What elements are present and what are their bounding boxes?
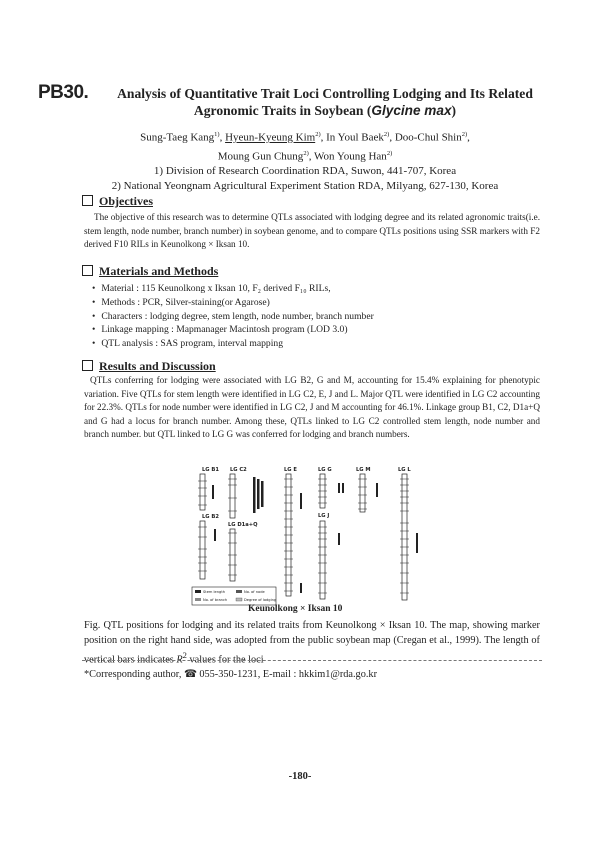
checkbox-icon xyxy=(82,360,93,371)
objectives-heading xyxy=(82,194,153,209)
lg-label: LG E xyxy=(284,467,297,473)
author-name: Sung-Taeg Kang xyxy=(140,131,215,144)
checkbox-icon xyxy=(82,265,93,276)
footnote-divider xyxy=(82,660,542,661)
author-name: In Youl Baek xyxy=(326,131,384,144)
legend-swatch xyxy=(236,598,242,601)
author-line-1: Sung-Taeg Kang$^{1)}$, Hyeun-Kyeung Kim$^{2)}$, In Youl Baek$^{2)}$, Doo-Chul Shin$^{2)}$, xyxy=(140,131,470,144)
lg-label: LG D1a+Q xyxy=(228,522,258,528)
abstract-code: PB30. xyxy=(38,82,89,103)
results-text: QTLs conferring for lodging were associated with LG B2, G and M, accounting for 15.4% explaining for phenotypic variation. Five QTLs for stem length were identified in LG C2, E, J and L. Major QTL were identified in LG C2 accounting for 22.3%. QTLs for node number were identified in LG C2, J and M accounting for 46.1%. Linkage group B1, C2, D1a+Q and G had a locus for branch number. Among these, QTLs linked to LG C2 controlled stem length, node number and branch number. but QTL linked to LG G was conferred for lodging and branch numbers. xyxy=(84,375,540,439)
methods-item: • QTL analysis : SAS program, interval mapping xyxy=(92,337,374,351)
qtl-bar xyxy=(253,477,256,513)
qtl-bar xyxy=(376,483,378,497)
chromosome-bar xyxy=(200,521,205,579)
qtl-bar xyxy=(261,481,264,507)
results-heading-text: Results and Discussion xyxy=(99,359,216,373)
legend-swatch xyxy=(236,590,242,593)
title-species: Glycine max xyxy=(371,103,452,118)
methods-item: • Material : 115 Keunolkong x Iksan 10, F₂ derived F₁₀ RILs, xyxy=(92,282,374,296)
author-sup: 2) xyxy=(383,131,390,138)
methods-heading xyxy=(82,264,218,279)
results-heading xyxy=(82,359,216,374)
figure-map-title: Keunolkong × Iksan 10 xyxy=(248,604,343,614)
qtl-bar xyxy=(214,529,216,541)
author-sup: 2) xyxy=(386,149,393,157)
objectives-heading-text: Objectives xyxy=(99,194,153,208)
page-number: -180- xyxy=(288,771,312,782)
legend-label: No. of branch xyxy=(203,598,228,602)
paper-title xyxy=(90,85,560,119)
methods-item: • Methods : PCR, Silver-staining(or Agarose) xyxy=(92,296,374,310)
caption-sup: 2 xyxy=(182,650,187,660)
methods-item: • Linkage mapping : Mapmanager Macintosh program (LOD 3.0) xyxy=(92,323,374,337)
author-name: Won Young Han xyxy=(314,150,387,163)
caption-text-a: Fig. QTL positions for lodging and its related traits from Keunolkong × Iksan 10. The map, showing marker position on the right hand side, was adopted from the public soybean map (Cregan et al., 1999). The length of vertical bars indicates xyxy=(84,620,540,666)
title-line-1: Analysis of Quantitative Trait Loci Controlling Lodging and Its Related xyxy=(117,86,533,101)
qtl-bar xyxy=(212,485,214,499)
figure-legend xyxy=(192,587,276,605)
objectives-text: The objective of this research was to determine QTLs associated with lodging degree and its related agronomic traits(i.e. stem length, node number, branch number) in soybean genome, and to compare QTLs positions using SSR markers with F2 derived F10 RILs in Keunolkong × Iksan 10. xyxy=(84,212,540,249)
qtl-bar xyxy=(257,479,260,509)
author-block xyxy=(80,127,530,194)
methods-list xyxy=(92,282,374,351)
legend-label: Stem length xyxy=(203,590,225,594)
corresponding-author-footnote: *Corresponding author, ☎ 055-350-1231, E-mail : hkkim1@rda.go.kr xyxy=(84,669,378,680)
title-close: ) xyxy=(451,103,457,118)
affiliation-1: 1) Division of Research Coordination RDA, Suwon, 441-707, Korea xyxy=(153,165,457,178)
checkbox-icon xyxy=(82,195,93,206)
affiliation-2: 2) National Yeongnam Agricultural Experiment Station RDA, Milyang, 627-130, Korea xyxy=(111,180,499,193)
chromosome-bar xyxy=(320,521,325,599)
chromosome-bar xyxy=(230,474,235,518)
qtl-bar xyxy=(416,533,418,553)
lg-label: LG M xyxy=(356,467,371,473)
author-name: Moung Gun Chung xyxy=(217,150,304,163)
qtl-bar xyxy=(342,483,344,493)
chromosome-bar xyxy=(200,474,205,510)
author-name: Doo-Chul Shin xyxy=(394,131,462,144)
author-sup: 2) xyxy=(315,131,321,138)
caption-r: R xyxy=(176,654,183,666)
author-sup: 2) xyxy=(461,131,468,138)
lg-label: LG J xyxy=(318,513,330,519)
legend-label: No. of node xyxy=(244,590,265,594)
qtl-bar xyxy=(338,483,340,493)
lg-label: LG C2 xyxy=(230,467,247,473)
qtl-bar xyxy=(300,583,302,593)
legend-swatch xyxy=(195,590,201,593)
author-line-2: Moung Gun Chung$^{2)}$, Won Young Han$^{2)}$ xyxy=(217,149,393,163)
methods-heading-text: Materials and Methods xyxy=(99,264,219,278)
lg-label: LG G xyxy=(318,467,332,473)
lg-label: LG B2 xyxy=(202,514,219,520)
methods-item: • Characters : lodging degree, stem length, node number, branch number xyxy=(92,310,374,324)
chromosome-bar xyxy=(402,474,407,600)
author-sup: 2) xyxy=(303,149,309,157)
caption-text-b: values for the loci xyxy=(186,654,264,666)
qtl-bar xyxy=(300,493,302,509)
legend-swatch xyxy=(195,598,201,601)
lg-label: LG B1 xyxy=(202,467,219,473)
chromosome-bar xyxy=(360,474,365,512)
author-sup: 1) xyxy=(214,131,220,138)
title-line-2: Agronomic Traits in Soybean ( xyxy=(193,103,372,118)
author-name: Hyeun-Kyeung Kim xyxy=(225,131,316,144)
legend-label: Degree of lodging xyxy=(244,598,277,602)
qtl-bar xyxy=(338,533,340,545)
qtl-linkage-map-figure xyxy=(190,463,436,611)
lg-label: LG L xyxy=(398,467,411,473)
